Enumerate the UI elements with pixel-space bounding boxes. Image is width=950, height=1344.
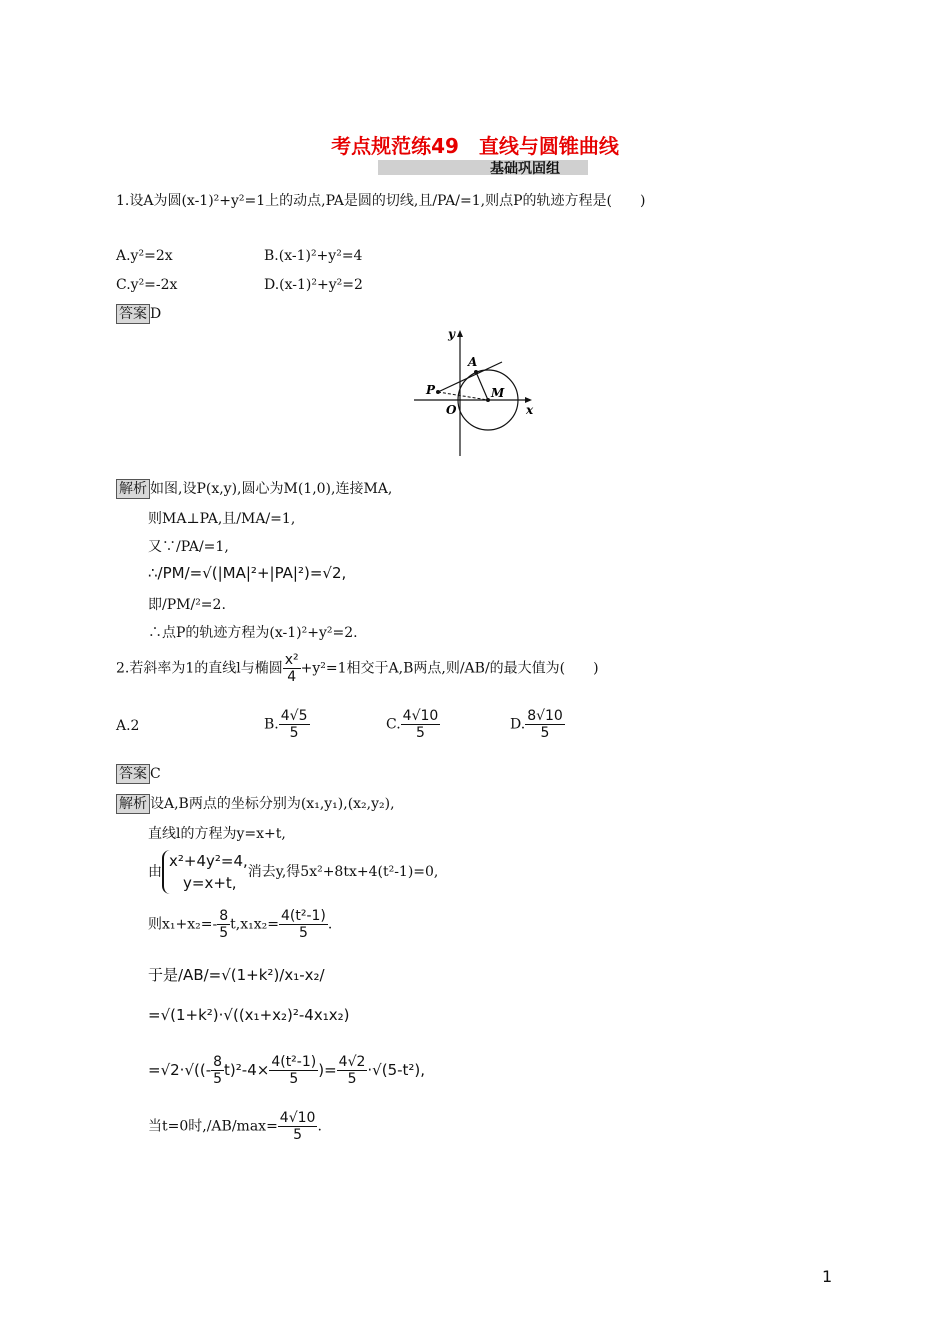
q2-analysis-system-row <box>148 850 438 894</box>
q2-analysis-expand-row <box>148 1054 425 1087</box>
page-number: 1 <box>822 1267 833 1286</box>
point-p <box>436 390 440 394</box>
section-subtitle: 基础巩固组 <box>490 161 560 177</box>
answer-tag: 答案 <box>116 304 150 324</box>
fraction <box>279 908 328 941</box>
q2-analysis-text: . <box>327 916 333 933</box>
q2-option-a: A.2 <box>116 718 140 734</box>
fraction <box>217 908 230 941</box>
q2-option-b <box>264 708 310 741</box>
q1-option-c: C.y²=-2x <box>116 277 178 293</box>
equation-line: x²+4y²=4, <box>169 852 248 870</box>
q1-analysis-line: 即/PM/²=2. <box>148 597 226 613</box>
answer-tag: 答案 <box>116 764 150 784</box>
q2-analysis-text: t,x₁x₂= <box>230 916 279 933</box>
q1-analysis-line: 又∵/PA/=1, <box>148 539 229 555</box>
fraction-numerator: x² <box>284 652 299 668</box>
fraction-numerator: 4√10 <box>279 1110 316 1126</box>
q1-option-a: A.y²=2x <box>116 248 173 264</box>
fraction-numerator: 8√10 <box>527 708 563 724</box>
q2-option-d <box>510 708 565 741</box>
fraction-denominator: 5 <box>416 725 425 741</box>
q1-answer-row <box>116 304 161 324</box>
q2-stem <box>116 652 599 685</box>
q2-analysis-row <box>116 793 395 814</box>
fraction-denominator: 5 <box>289 1071 299 1087</box>
q2-answer-row <box>116 764 161 784</box>
q1-option-b: B.(x-1)²+y²=4 <box>264 248 363 264</box>
fraction-denominator: 5 <box>213 1071 223 1087</box>
fraction-denominator: 5 <box>293 1127 303 1143</box>
q1-option-d: D.(x-1)²+y²=2 <box>264 277 363 293</box>
fraction <box>283 652 301 685</box>
q2-answer: C <box>150 766 161 782</box>
q2-analysis-text: ·√(5-t²), <box>367 1061 426 1079</box>
equation-system <box>162 850 248 894</box>
page-title: 考点规范练49 直线与圆锥曲线 <box>331 134 619 158</box>
fraction <box>269 1054 318 1087</box>
fraction <box>211 1054 224 1087</box>
q2-stem-pre: 2.若斜率为1的直线l与椭圆 <box>116 660 283 677</box>
q1-analysis-line: ∴/PM/=√(|MA|²+|PA|²)=√2, <box>148 564 347 582</box>
q1-analysis-line: 则MA⊥PA,且/MA/=1, <box>148 511 296 527</box>
label-y: y <box>448 327 455 341</box>
q1-stem: 1.设A为圆(x-1)²+y²=1上的动点,PA是圆的切线,且/PA/=1,则点P的轨迹方程是( ) <box>116 193 646 209</box>
fraction-denominator: 5 <box>540 725 550 741</box>
option-label: B. <box>264 716 279 733</box>
fraction-numerator: 4√10 <box>402 708 439 724</box>
q2-analysis-max-row <box>148 1110 322 1143</box>
fraction-numerator: 4(t²-1) <box>271 1054 317 1070</box>
fraction <box>278 1110 318 1143</box>
segment-ma <box>476 372 488 400</box>
q1-analysis-row <box>116 478 392 499</box>
fraction-numerator: 4√5 <box>280 708 308 724</box>
label-x: x <box>526 403 534 417</box>
q2-analysis-text: 消去y,得5x²+8tx+4(t²-1)=0, <box>247 864 439 880</box>
label-o: O <box>446 403 457 417</box>
fraction <box>337 1054 368 1087</box>
y-axis-arrow <box>457 330 463 337</box>
q2-analysis-text: 当t=0时,/AB/max= <box>148 1118 278 1135</box>
q2-analysis-vieta-row <box>148 908 332 941</box>
equation-line: y=x+t, <box>183 874 237 892</box>
segment-pm <box>438 392 488 400</box>
fraction-denominator: 5 <box>298 925 308 941</box>
analysis-tag: 解析 <box>116 479 150 499</box>
fraction-numerator: 8 <box>213 1054 223 1070</box>
q1-analysis-line: 如图,设P(x,y),圆心为M(1,0),连接MA, <box>150 481 393 497</box>
q2-analysis-text: . <box>317 1118 322 1135</box>
fraction-numerator: 4(t²-1) <box>280 908 326 924</box>
fraction-numerator: 8 <box>219 908 229 924</box>
q2-analysis-line: 直线l的方程为y=x+t, <box>148 826 286 842</box>
fraction <box>401 708 441 741</box>
label-p: P <box>426 383 436 397</box>
point-m <box>486 398 490 402</box>
q2-analysis-line: =√(1+k²)·√((x₁+x₂)²-4x₁x₂) <box>148 1006 350 1024</box>
q1-analysis-line: ∴点P的轨迹方程为(x-1)²+y²=2. <box>148 625 358 641</box>
fraction <box>279 708 310 741</box>
q2-option-c <box>386 708 440 741</box>
fraction-denominator: 4 <box>287 669 297 685</box>
circle-figure <box>408 322 548 460</box>
fraction-denominator: 5 <box>219 925 229 941</box>
q2-analysis-text: 由 <box>148 864 162 880</box>
analysis-tag: 解析 <box>116 794 150 814</box>
q2-analysis-line: 设A,B两点的坐标分别为(x₁,y₁),(x₂,y₂), <box>150 796 395 812</box>
option-label: D. <box>510 716 526 733</box>
q2-stem-post: +y²=1相交于A,B两点,则/AB/的最大值为( ) <box>300 660 599 677</box>
q2-analysis-text: t)²-4× <box>224 1061 270 1079</box>
point-a <box>474 370 478 374</box>
option-label: C. <box>386 716 401 733</box>
label-a: A <box>468 355 478 369</box>
q2-analysis-text: =√2·√((- <box>148 1061 212 1079</box>
fraction-numerator: 4√2 <box>338 1054 366 1070</box>
q1-answer: D <box>150 306 162 322</box>
q2-analysis-text: 则x₁+x₂=- <box>148 916 218 933</box>
fraction-denominator: 5 <box>347 1071 357 1087</box>
q2-analysis-text: )= <box>318 1061 337 1079</box>
q2-analysis-line: 于是/AB/=√(1+k²)/x₁-x₂/ <box>148 966 325 984</box>
label-m: M <box>491 386 505 400</box>
fraction-denominator: 5 <box>289 725 299 741</box>
fraction <box>525 708 565 741</box>
